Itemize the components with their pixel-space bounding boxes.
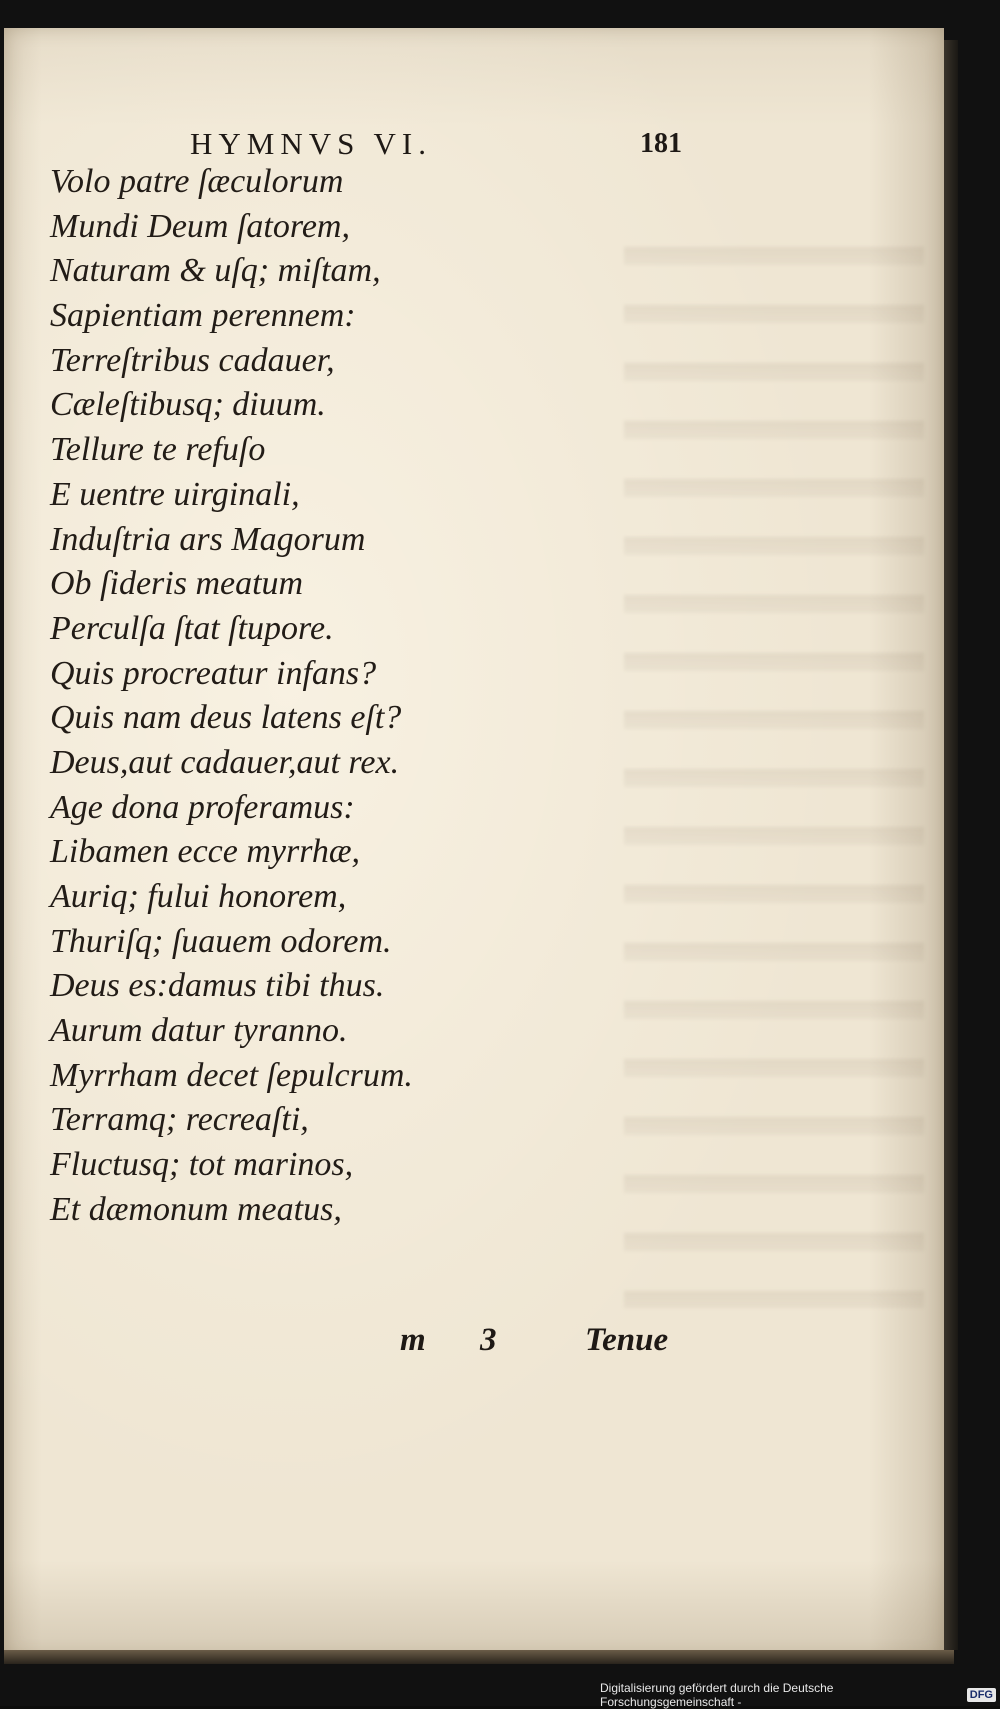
verse-line: Et dæmonum meatus,	[50, 1190, 342, 1228]
verse-line: Perculſa ſtat ſtupore.	[50, 609, 334, 647]
verse-line: Deus,aut cadauer,aut rex.	[50, 743, 400, 781]
verse-line: Libamen ecce myrrhæ,	[50, 833, 361, 871]
verse-line: Naturam & uſq; miſtam,	[50, 252, 381, 290]
verse-line: E uentre uirginali,	[50, 475, 300, 513]
catchword: Tenue	[585, 1322, 669, 1358]
dfg-logo: DFG	[967, 1688, 996, 1702]
running-title: HYMNVS VI.	[190, 126, 433, 161]
verse-line: Terramq; recreaſti,	[50, 1101, 309, 1139]
verse-line: Induſtria ars Magorum	[50, 520, 366, 558]
hymn-verse	[50, 160, 610, 1233]
verse-line: Quis nam deus latens eſt?	[50, 699, 402, 737]
verse-line: Age dona proferamus:	[50, 788, 355, 826]
verse-line: Mundi Deum ſatorem,	[50, 207, 350, 245]
verse-line: Fluctusq; tot marinos,	[50, 1146, 354, 1184]
verse-line: Tellure te refuſo	[50, 431, 266, 469]
credit-text: Digitalisierung gefördert durch die Deutsche Forschungsgemeinschaft -	[600, 1681, 834, 1709]
page-number: 181	[640, 128, 682, 159]
verse-line: Cæleſtibusq; diuum.	[50, 386, 326, 424]
signature-number: 3	[480, 1322, 497, 1358]
verse-line: Auriq; fului honorem,	[50, 878, 347, 915]
verse-line: Deus es:damus tibi thus.	[50, 967, 385, 1005]
verse-line: Quis procreatur infans?	[50, 654, 377, 692]
signature-letter: m	[400, 1322, 426, 1358]
verse-line: Aurum datur tyranno.	[50, 1012, 348, 1050]
page-edge-bottom	[4, 1650, 954, 1664]
verse-line: Volo patre ſæculorum	[50, 163, 344, 200]
page-edge-right	[944, 40, 958, 1650]
verse-line: Myrrham decet ſepulcrum.	[50, 1056, 413, 1094]
verse-line: Ob ſideris meatum	[50, 565, 304, 603]
verse-line: Sapientiam perennem:	[50, 297, 356, 335]
verse-line: Terreſtribus cadauer,	[50, 341, 335, 379]
digitization-credit	[600, 1681, 996, 1709]
show-through-text	[624, 208, 924, 1308]
verse-line: Thuriſq; ſuauem odorem.	[50, 922, 392, 960]
